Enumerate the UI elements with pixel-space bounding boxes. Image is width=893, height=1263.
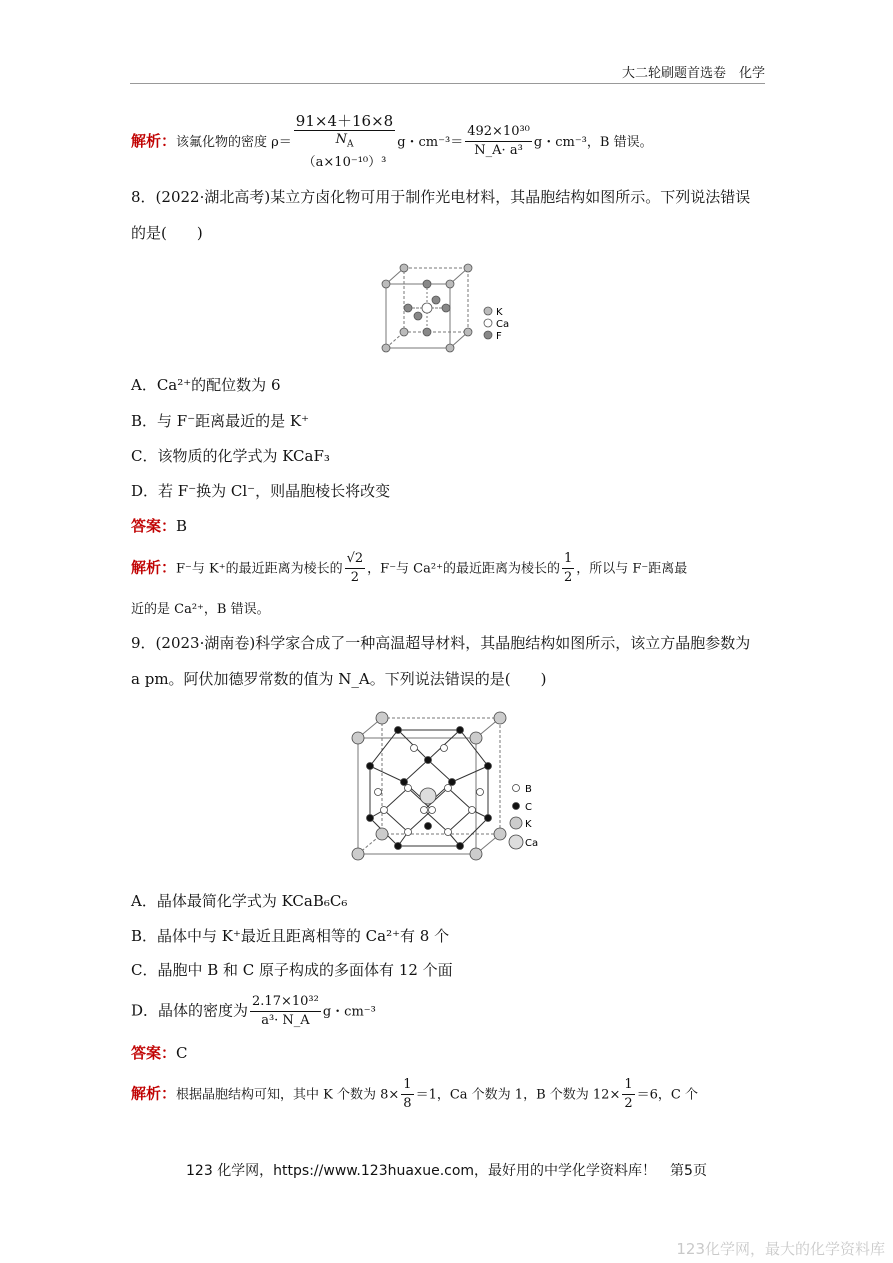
q8-option-a: A．Ca²⁺的配位数为 6: [131, 376, 281, 394]
q8-analysis: 解析：F⁻与 K⁺的最近距离为棱长的 $\frac{√2}{2}$ ，F⁻与 Ca²⁺的最近距离为棱长的 $\frac{1}{2}$ ，所以与 F⁻距离最: [131, 551, 688, 585]
legend-ca-icon: [484, 319, 492, 327]
question-9-stem: 9．(2023·湖南卷)科学家合成了一种高温超导材料，其晶胞结构如图所示，该立方晶胞参数为: [131, 634, 751, 652]
analysis-7-line: 解析：该氟化物的密度 ρ＝ 91×4＋16×8 $N_A$ （a×10⁻¹⁰）³ g・cm⁻³＝ $\frac{\text{492×10³⁰}}{\text{N\_A· a³}}$ g・cm⁻³，B 错误。: [131, 112, 653, 170]
legend-c-icon: [513, 803, 520, 810]
svg-text:Ca: Ca: [525, 838, 539, 849]
analysis-label: 解析：: [131, 131, 177, 150]
q8-crystal-diagram: [378, 262, 528, 354]
legend-f-icon: [484, 331, 492, 339]
q9-analysis: 解析：根据晶胞结构可知，其中 K 个数为 8× $\frac{1}{8}$ ＝1，Ca 个数为 1，B 个数为 12× $\frac{1}{2}$ ＝6，C 个: [131, 1077, 698, 1111]
q9-answer: 答案：C: [131, 1044, 188, 1062]
question-9-stem-cont: a pm。阿伏加德罗常数的值为 N_A。下列说法错误的是( ): [131, 670, 547, 688]
svg-text:C: C: [525, 802, 532, 813]
svg-text:B: B: [525, 784, 532, 795]
svg-text:Ca: Ca: [496, 319, 510, 330]
legend-ca-icon: [509, 835, 523, 849]
legend-k-icon: [484, 307, 492, 315]
q9-option-c: C．晶胞中 B 和 C 原子构成的多面体有 12 个面: [131, 961, 453, 979]
density-fraction-1: 91×4＋16×8 $N_A$ （a×10⁻¹⁰）³: [295, 112, 394, 170]
svg-text:K: K: [525, 819, 532, 830]
watermark: 123化学网，最大的化学资料库: [676, 1240, 885, 1258]
header-divider: [130, 83, 765, 84]
svg-text:K: K: [496, 307, 503, 318]
q8-analysis-cont: 近的是 Ca²⁺，B 错误。: [131, 602, 270, 617]
page-footer: 123 化学网，https://www.123huaxue.com，最好用的中学化学资料库！ 第5页: [186, 1163, 707, 1179]
q9-option-d: D．晶体的密度为 $\frac{\text{2.17×10³²}}{\text{a³· N\_A}}$ g・cm⁻³: [131, 994, 376, 1028]
q8-option-b: B．与 F⁻距离最近的是 K⁺: [131, 412, 310, 430]
legend-k-icon: [510, 817, 522, 829]
q8-option-c: C．该物质的化学式为 KCaF₃: [131, 447, 330, 465]
legend-b-icon: [513, 785, 520, 792]
q8-answer: 答案：B: [131, 517, 188, 535]
q9-option-a: A．晶体最简化学式为 KCaB₆C₆: [131, 892, 348, 910]
q8-option-d: D．若 F⁻换为 Cl⁻，则晶胞棱长将改变: [131, 482, 391, 500]
density-fraction-2: $\frac{\text{492×10³⁰}}{\text{N\_A· a³}}$: [467, 124, 530, 159]
svg-text:F: F: [496, 331, 502, 342]
question-8-stem: 8．(2022·湖北高考)某立方卤化物可用于制作光电材料，其晶胞结构如图所示。下列说法错误: [131, 188, 751, 206]
q9-option-b: B．晶体中与 K⁺最近且距离相等的 Ca²⁺有 8 个: [131, 927, 450, 945]
question-8-stem-cont: 的是( ): [131, 224, 203, 242]
page-header: 大二轮刷题首选卷 化学: [621, 66, 765, 81]
q9-crystal-diagram: [348, 708, 548, 864]
